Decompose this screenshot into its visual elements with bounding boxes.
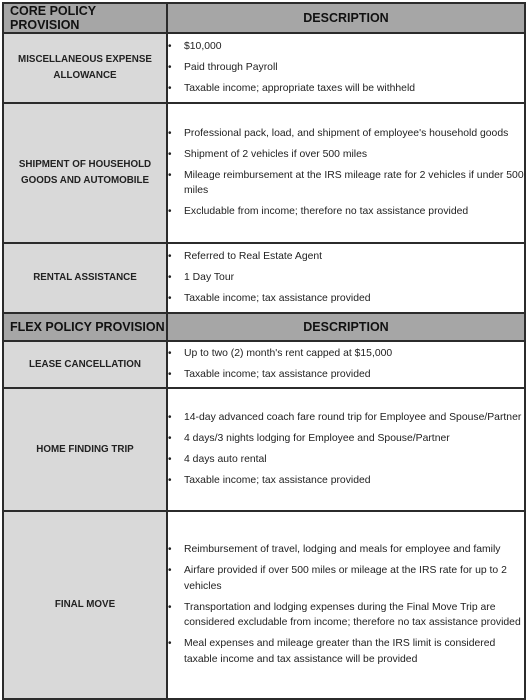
bullet-icon: • bbox=[168, 169, 172, 181]
provision-name: SHIPMENT OF HOUSEHOLD GOODS AND AUTOMOBILE bbox=[3, 103, 167, 243]
bullet-list bbox=[168, 410, 524, 488]
list-item bbox=[168, 204, 524, 220]
bullet-icon: • bbox=[168, 206, 172, 218]
description-cell bbox=[167, 33, 525, 103]
description-cell bbox=[167, 103, 525, 243]
bullet-icon: • bbox=[168, 544, 172, 556]
bullet-icon: • bbox=[168, 41, 172, 53]
bullet-text: Shipment of 2 vehicles if over 500 miles bbox=[184, 148, 368, 160]
bullet-text: Up to two (2) month's rent capped at $15,000 bbox=[184, 348, 393, 360]
bullet-text: Airfare provided if over 500 miles or mileage at the IRS rate for up to 2 vehicles bbox=[184, 565, 507, 592]
bullet-icon: • bbox=[168, 128, 172, 139]
provision-name: HOME FINDING TRIP bbox=[3, 388, 167, 511]
bullet-text: Professional pack, load, and shipment of employee's household goods bbox=[184, 128, 509, 139]
description-cell bbox=[167, 511, 525, 699]
bullet-text: Reimbursement of travel, lodging and meals for employee and family bbox=[184, 544, 501, 556]
bullet-icon: • bbox=[168, 433, 172, 445]
bullet-icon: • bbox=[168, 565, 172, 576]
bullet-text: Excludable from income; therefore no tax assistance provided bbox=[184, 206, 469, 218]
provision-name: LEASE CANCELLATION bbox=[3, 341, 167, 388]
bullet-list bbox=[168, 346, 524, 383]
list-item bbox=[168, 563, 524, 595]
list-item bbox=[168, 346, 524, 362]
core-header-row bbox=[3, 3, 525, 33]
list-item bbox=[168, 410, 524, 426]
list-item bbox=[168, 636, 524, 668]
list-item bbox=[168, 452, 524, 468]
bullet-icon: • bbox=[168, 474, 172, 486]
list-item bbox=[168, 473, 524, 489]
bullet-text: Transportation and lodging expenses during the Final Move Trip are considered excludable from income; therefore no tax assistance provided bbox=[184, 601, 521, 629]
bullet-text: Referred to Real Estate Agent bbox=[184, 251, 323, 263]
bullet-text: Taxable income; appropriate taxes will be withheld bbox=[184, 82, 416, 94]
bullet-icon: • bbox=[168, 348, 172, 360]
bullet-icon: • bbox=[168, 369, 172, 380]
bullet-list bbox=[168, 126, 524, 220]
list-item bbox=[168, 431, 524, 447]
bullet-text: Mileage reimbursement at the IRS mileage rate for 2 vehicles if under 500 miles bbox=[184, 169, 524, 197]
bullet-icon: • bbox=[168, 82, 172, 94]
provision-name: MISCELLANEOUS EXPENSE ALLOWANCE bbox=[3, 33, 167, 103]
bullet-text: Taxable income; tax assistance provided bbox=[184, 369, 371, 380]
bullet-icon: • bbox=[168, 251, 172, 263]
bullet-icon: • bbox=[168, 292, 172, 304]
table-row bbox=[3, 341, 525, 388]
provision-name: RENTAL ASSISTANCE bbox=[3, 243, 167, 313]
list-item bbox=[168, 291, 524, 307]
bullet-text: 1 Day Tour bbox=[184, 272, 235, 284]
description-cell bbox=[167, 243, 525, 313]
bullet-text: Taxable income; tax assistance provided bbox=[184, 474, 371, 486]
description-cell bbox=[167, 388, 525, 511]
bullet-list bbox=[168, 542, 524, 668]
description-cell bbox=[167, 341, 525, 388]
list-item bbox=[168, 600, 524, 632]
list-item bbox=[168, 367, 524, 383]
list-item bbox=[168, 60, 524, 76]
list-item bbox=[168, 39, 524, 55]
table-row bbox=[3, 33, 525, 103]
bullet-text: Meal expenses and mileage greater than the IRS limit is considered taxable income and tax assistance will be provided bbox=[184, 638, 496, 665]
bullet-list bbox=[168, 39, 524, 96]
provision-name: FINAL MOVE bbox=[3, 511, 167, 699]
core-description-header: DESCRIPTION bbox=[167, 3, 525, 33]
flex-header-row bbox=[3, 313, 525, 341]
bullet-icon: • bbox=[168, 601, 172, 613]
list-item bbox=[168, 147, 524, 163]
bullet-text: $10,000 bbox=[184, 41, 222, 53]
bullet-text: 14-day advanced coach fare round trip for Employee and Spouse/Partner bbox=[184, 412, 522, 424]
bullet-icon: • bbox=[168, 148, 172, 160]
flex-description-header: DESCRIPTION bbox=[167, 313, 525, 341]
bullet-icon: • bbox=[168, 272, 172, 284]
core-provision-header: CORE POLICY PROVISION bbox=[3, 3, 167, 33]
table-row bbox=[3, 243, 525, 313]
bullet-icon: • bbox=[168, 454, 172, 465]
bullet-icon: • bbox=[168, 638, 172, 650]
table-row bbox=[3, 388, 525, 511]
bullet-text: Taxable income; tax assistance provided bbox=[184, 292, 371, 304]
table-row bbox=[3, 511, 525, 699]
table-row bbox=[3, 103, 525, 243]
flex-provision-header: FLEX POLICY PROVISION bbox=[3, 313, 167, 341]
bullet-text: 4 days auto rental bbox=[184, 454, 267, 465]
bullet-text: 4 days/3 nights lodging for Employee and Spouse/Partner bbox=[184, 433, 450, 445]
bullet-list bbox=[168, 249, 524, 306]
list-item bbox=[168, 270, 524, 286]
bullet-icon: • bbox=[168, 412, 172, 424]
list-item bbox=[168, 81, 524, 97]
relocation-policy-table bbox=[2, 2, 526, 700]
list-item bbox=[168, 249, 524, 265]
list-item bbox=[168, 126, 524, 142]
list-item bbox=[168, 542, 524, 558]
bullet-icon: • bbox=[168, 62, 172, 74]
bullet-text: Paid through Payroll bbox=[184, 62, 278, 74]
list-item bbox=[168, 168, 524, 200]
